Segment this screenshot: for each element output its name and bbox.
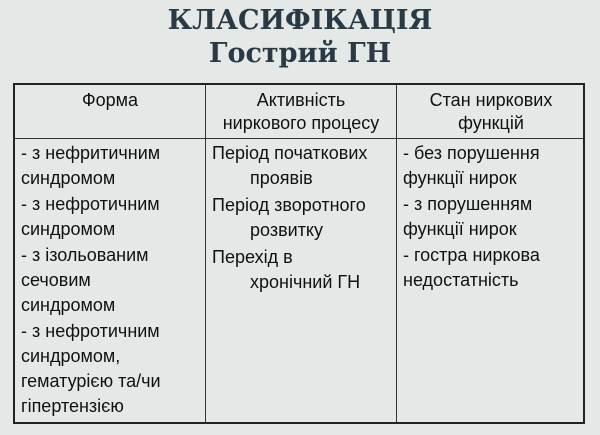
- list-item: - з порушенням функції нирок: [403, 194, 533, 239]
- slide-title: [0, 4, 600, 70]
- header-activity: Активність ниркового процесу: [222, 90, 380, 133]
- header-kidney-function: Стан ниркових функцій: [429, 90, 553, 133]
- list-item: Період зворотного розвитку: [212, 195, 366, 240]
- header-divider: [15, 138, 583, 139]
- column-kidney-function: [403, 141, 581, 294]
- list-item: - з нефротичним синдромом, гематурією та/чи гіпертензією: [21, 321, 161, 416]
- column-form: [21, 141, 201, 420]
- list-item: Перехід в хронічний ГН: [212, 247, 361, 292]
- list-item: - без порушення функції нирок: [403, 143, 540, 188]
- list-item: - з нефритичним синдромом: [21, 143, 161, 188]
- list-item: - з ізольованим сечовим синдромом: [21, 245, 149, 315]
- list-item: Період початкових проявів: [212, 143, 368, 188]
- column-divider: [396, 85, 397, 422]
- classification-table: [13, 83, 585, 424]
- title-line-1: КЛАСИФІКАЦІЯ: [167, 5, 433, 36]
- column-activity: [212, 141, 392, 297]
- header-form: Форма: [81, 90, 139, 110]
- list-item: - гостра ниркова недостатність: [403, 245, 540, 290]
- column-divider: [205, 85, 206, 422]
- title-line-2: Гострий ГН: [208, 38, 392, 69]
- list-item: - з нефротичним синдромом: [21, 194, 160, 239]
